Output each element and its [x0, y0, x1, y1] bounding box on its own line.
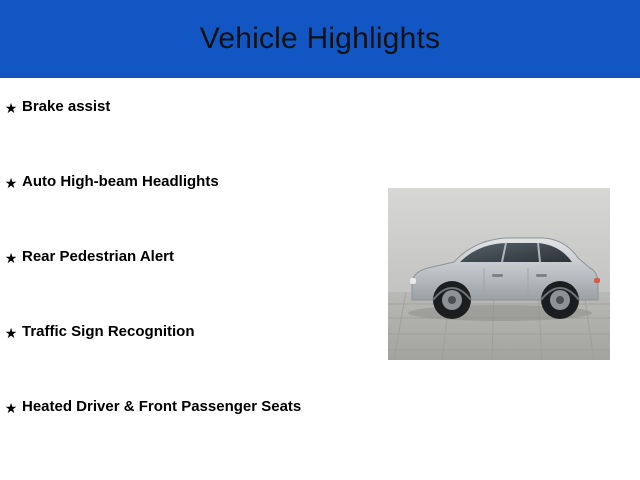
list-item — [0, 396, 375, 471]
star-icon: ★ — [4, 100, 18, 116]
list-item-label: Traffic Sign Recognition — [22, 323, 195, 340]
list-item-label: Brake assist — [22, 98, 111, 115]
slide-content — [0, 78, 640, 480]
list-item — [0, 171, 375, 246]
star-icon: ★ — [4, 175, 18, 191]
list-item-label: Heated Driver & Front Passenger Seats — [22, 398, 302, 415]
star-icon: ★ — [4, 250, 18, 266]
star-icon: ★ — [4, 325, 18, 341]
highlights-list — [0, 96, 375, 471]
list-item-label: Rear Pedestrian Alert — [22, 248, 175, 265]
list-item — [0, 321, 375, 396]
list-item-label: Auto High-beam Headlights — [22, 173, 219, 190]
page-title: Vehicle Highlights — [199, 22, 441, 55]
list-item — [0, 246, 375, 321]
star-icon: ★ — [4, 400, 18, 416]
vehicle-photo — [388, 188, 610, 360]
list-item — [0, 96, 375, 171]
